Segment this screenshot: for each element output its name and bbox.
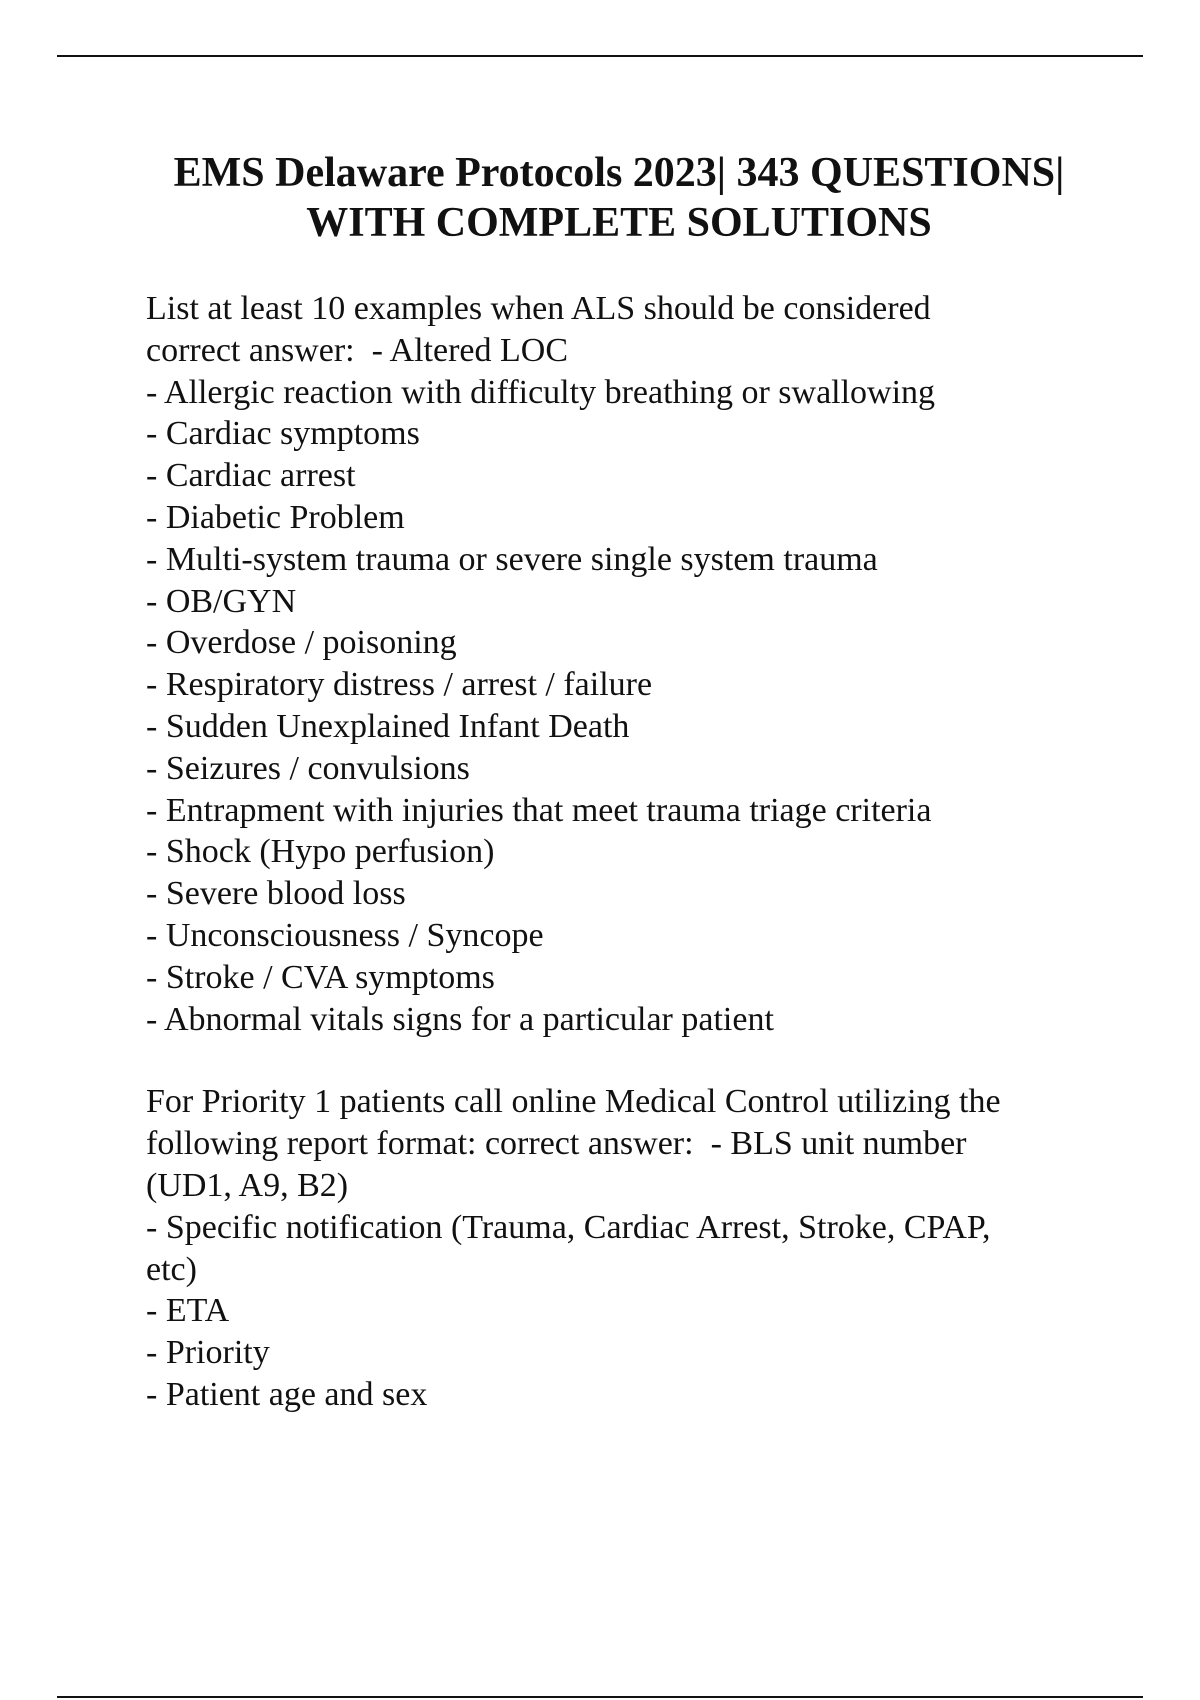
answer-line: - Patient age and sex (146, 1375, 428, 1413)
answer-line: - Sudden Unexplained Infant Death (146, 707, 630, 745)
answer-line: - Diabetic Problem (146, 498, 405, 536)
answer-line: - Stroke / CVA symptoms (146, 958, 495, 996)
answer-line: - Seizures / convulsions (146, 749, 470, 787)
answer-line: correct answer: - Altered LOC (146, 331, 568, 369)
top-rule (57, 55, 1143, 57)
answer-line: (UD1, A9, B2) (146, 1166, 349, 1204)
question-block-als-examples (146, 288, 1092, 1040)
document-title (146, 148, 1092, 248)
bottom-rule (57, 1696, 1143, 1698)
answer-line: - Respiratory distress / arrest / failure (146, 666, 653, 704)
answer-line: - Specific notification (Trauma, Cardiac Arrest, Stroke, CPAP, (146, 1208, 991, 1246)
question-text: List at least 10 examples when ALS should be considered (146, 290, 931, 327)
answer-line: - Severe blood loss (146, 875, 406, 913)
answer-line: - Cardiac symptoms (146, 415, 420, 453)
answer-line: - Allergic reaction with difficulty breathing or swallowing (146, 373, 936, 411)
title-line-1: EMS Delaware Protocols 2023| 343 QUESTIONS| (173, 150, 1065, 196)
answer-line: - Overdose / poisoning (146, 624, 457, 662)
title-line-2: WITH COMPLETE SOLUTIONS (306, 200, 932, 246)
answer-line: - Priority (146, 1334, 270, 1372)
document-page (146, 148, 1092, 1416)
question-block-priority-1-report (146, 1081, 1092, 1415)
answer-line: - Unconsciousness / Syncope (146, 916, 544, 954)
answer-line: etc) (146, 1250, 197, 1288)
question-text: For Priority 1 patients call online Medical Control utilizing the (146, 1083, 1001, 1121)
answer-line: - Multi-system trauma or severe single system trauma (146, 540, 878, 578)
answer-line: - Abnormal vitals signs for a particular patient (146, 1000, 774, 1038)
question-text: following report format: correct answer: - BLS unit number (146, 1125, 967, 1163)
answer-line: - Shock (Hypo perfusion) (146, 833, 495, 871)
answer-line: - Entrapment with injuries that meet trauma triage criteria (146, 791, 932, 829)
answer-line: - Cardiac arrest (146, 457, 356, 495)
answer-line: - OB/GYN (146, 582, 297, 620)
answer-line: - ETA (146, 1292, 230, 1330)
